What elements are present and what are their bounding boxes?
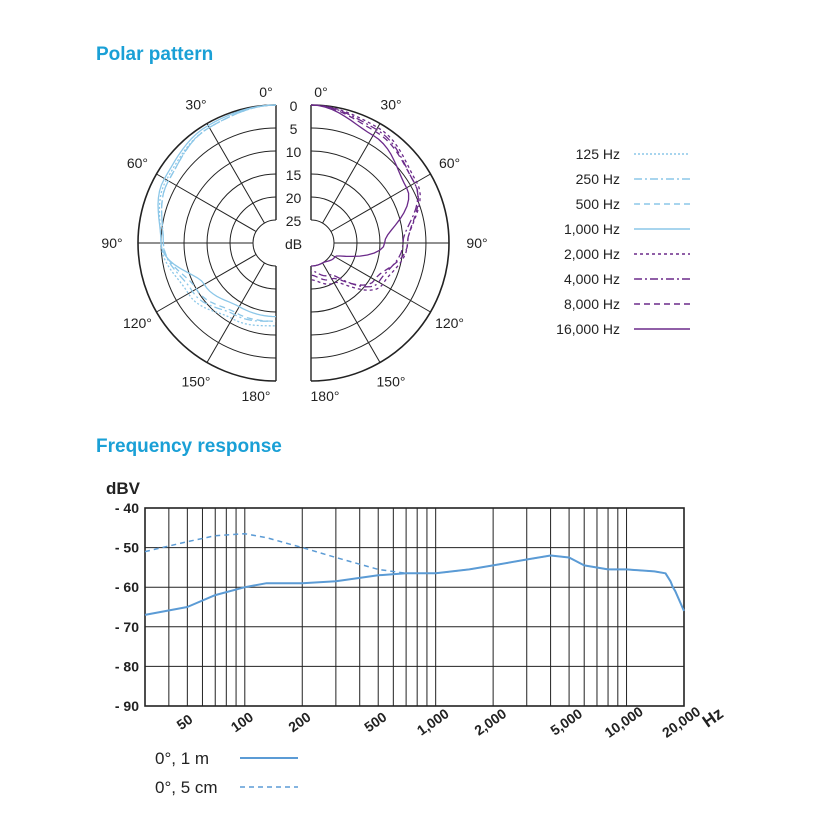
- polar-legend-label: 1,000 Hz: [563, 221, 620, 237]
- polar-angle-label-left: 30°: [185, 96, 207, 113]
- polar-angle-label-right: 150°: [376, 373, 406, 390]
- polar-legend-label: 16,000 Hz: [556, 321, 620, 337]
- polar-angle-label-right: 30°: [380, 96, 402, 113]
- freq-x-unit: Hz: [698, 703, 727, 732]
- freq-x-tick-label: 100: [227, 708, 257, 736]
- polar-angle-label-left: 90°: [101, 235, 123, 251]
- polar-angle-label-left: 120°: [122, 315, 152, 331]
- polar-legend-label: 250 Hz: [575, 171, 620, 187]
- freq-x-tick-label: 10,000: [601, 703, 646, 741]
- polar-angle-label-left: 0°: [259, 84, 273, 100]
- polar-angle-label-right: 120°: [435, 315, 465, 331]
- polar-angle-label-left: 180°: [241, 388, 271, 404]
- freq-legend-label: 0°, 5 cm: [155, 778, 218, 797]
- polar-db-label: 25: [285, 213, 302, 229]
- freq-y-tick-label: - 70: [114, 618, 139, 635]
- freq-y-tick-label: - 60: [114, 579, 139, 596]
- freq-x-tick-label: 20,000: [659, 703, 704, 741]
- freq-x-tick-label: 5,000: [547, 705, 586, 739]
- freq-y-tick-label: - 50: [114, 539, 139, 556]
- polar-legend-label: 125 Hz: [575, 146, 620, 162]
- freq-x-tick-label: 500: [361, 708, 390, 736]
- freq-y-unit: dBV: [106, 479, 140, 498]
- freq-y-tick-label: - 80: [114, 658, 139, 675]
- polar-angle-label-left: 60°: [126, 155, 149, 171]
- freq-y-tick-label: - 90: [114, 698, 139, 714]
- polar-db-unit: dB: [284, 236, 303, 252]
- polar-legend-label: 8,000 Hz: [563, 296, 620, 312]
- polar-db-label: 10: [285, 144, 302, 160]
- polar-angle-label-right: 180°: [310, 388, 340, 404]
- freq-y-tick-label: - 40: [114, 500, 139, 516]
- polar-db-label: 5: [289, 121, 298, 137]
- freq-x-tick-label: 1,000: [413, 705, 452, 739]
- freq-legend-label: 0°, 1 m: [155, 749, 210, 768]
- polar-angle-label-right: 90°: [466, 235, 488, 251]
- polar-legend-label: 2,000 Hz: [563, 246, 620, 262]
- polar-db-label: 20: [285, 190, 302, 206]
- freq-x-tick-label: 200: [285, 708, 314, 736]
- frequency-response-title: Frequency response: [96, 436, 282, 457]
- freq-x-tick-label: 2,000: [471, 705, 510, 739]
- polar-angle-label-right: 0°: [314, 84, 328, 100]
- freq-x-tick-label: 50: [173, 710, 196, 733]
- polar-db-label: 15: [285, 167, 302, 183]
- polar-angle-label-left: 150°: [181, 373, 211, 390]
- polar-pattern-title: Polar pattern: [96, 44, 214, 65]
- polar-angle-label-right: 60°: [438, 155, 461, 171]
- polar-db-label: 0: [289, 98, 298, 114]
- polar-legend-label: 500 Hz: [575, 196, 620, 212]
- polar-legend-label: 4,000 Hz: [563, 271, 620, 287]
